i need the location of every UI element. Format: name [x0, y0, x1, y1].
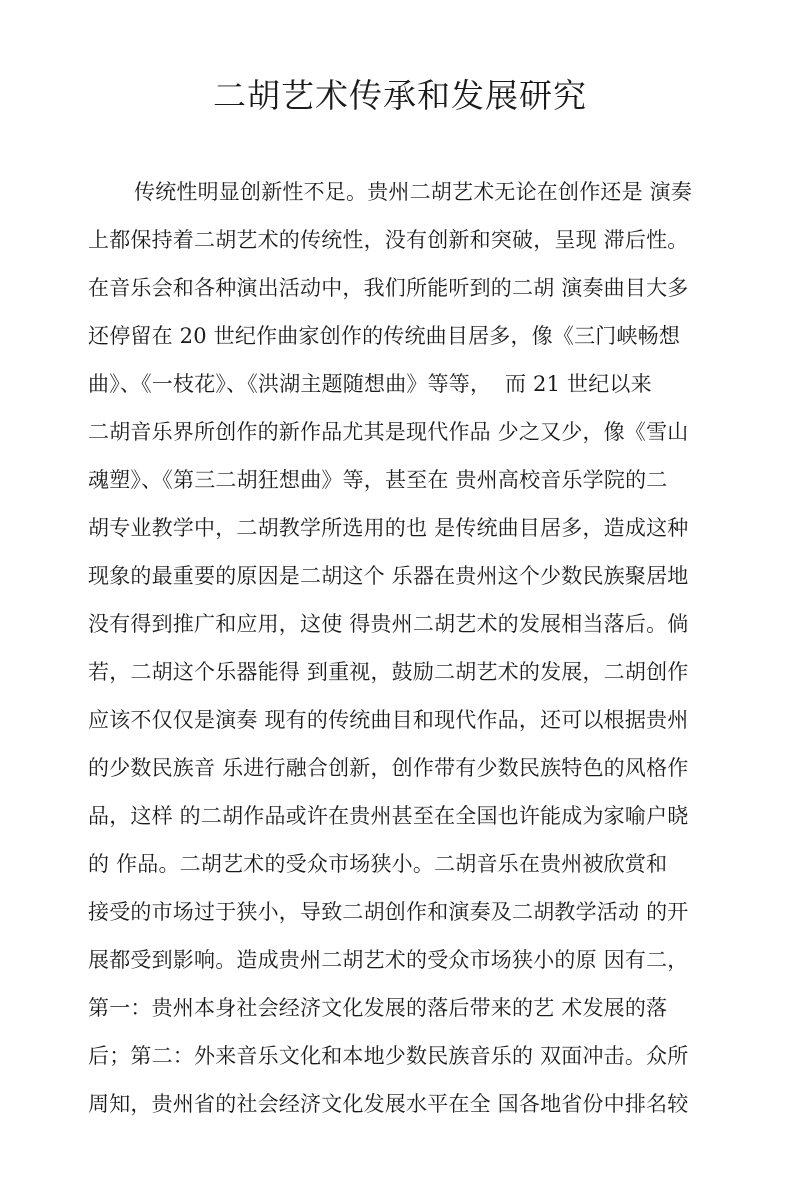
text-line: 展都受到影响。造成贵州二胡艺术的受众市场狭小的原 因有二， [88, 948, 689, 972]
text-line: 在音乐会和各种演出活动中，我们所能听到的二胡 演奏曲目大多 [88, 276, 689, 300]
text-line: 第一：贵州本身社会经济文化发展的落后带来的艺 术发展的落 [88, 996, 668, 1020]
text-line: 若，二胡这个乐器能得 到重视，鼓励二胡艺术的发展，二胡创作 [88, 660, 689, 684]
text-line: 传统性明显创新性不足。贵州二胡艺术无论在创作还是 演奏 [134, 180, 693, 204]
text-line: 曲》、《一枝花》、《洪湖主题随想曲》等等， 而 21 世纪以来 [88, 372, 652, 396]
text-line: 应该不仅仅是演奏 现有的传统曲目和现代作品，还可以根据贵州 [88, 708, 689, 732]
text-line: 还停留在 20 世纪作曲家创作的传统曲目居多，像《三门峡畅想 [88, 324, 681, 348]
body-paragraph [88, 168, 728, 1128]
text-line: 上都保持着二胡艺术的传统性，没有创新和突破，呈现 滞后性。 [88, 228, 689, 252]
text-line: 二胡音乐界所创作的新作品尤其是现代作品 少之又少，像《雪山 [88, 420, 689, 444]
text-line: 周知，贵州省的社会经济文化发展水平在全 国各地省份中排名较 [88, 1092, 689, 1116]
text-line: 没有得到推广和应用，这使 得贵州二胡艺术的发展相当落后。倘 [88, 612, 689, 636]
text-line: 接受的市场过于狭小，导致二胡创作和演奏及二胡教学活动 的开 [88, 900, 689, 924]
text-line: 魂塑》、《第三二胡狂想曲》等，甚至在 贵州高校音乐学院的二 [88, 468, 668, 492]
document-title: 二胡艺术传承和发展研究 [213, 76, 587, 115]
text-line: 后；第二：外来音乐文化和本地少数民族音乐的 双面冲击。众所 [88, 1044, 689, 1068]
text-line: 的少数民族音 乐进行融合创新，创作带有少数民族特色的风格作 [88, 756, 689, 780]
text-line: 品，这样 的二胡作品或许在贵州甚至在全国也许能成为家喻户晓 [88, 804, 689, 828]
text-line: 现象的最重要的原因是二胡这个 乐器在贵州这个少数民族聚居地 [88, 564, 689, 588]
text-line: 胡专业教学中，二胡教学所选用的也 是传统曲目居多，造成这种 [88, 516, 689, 540]
text-line: 的 作品。二胡艺术的受众市场狭小。二胡音乐在贵州被欣赏和 [88, 852, 668, 876]
